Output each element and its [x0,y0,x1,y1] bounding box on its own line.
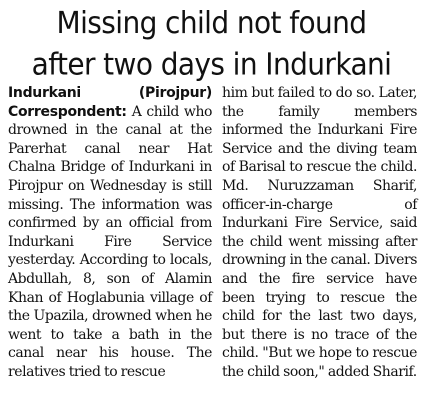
headline-line-1: Missing child not found [56,5,367,41]
dateline: Indurkani (Pirojpur) Correspondent: [8,85,212,120]
article-column-left [8,84,212,382]
lead-paragraph [8,84,212,382]
headline [0,3,423,85]
article-column-right [222,84,417,382]
headline-line-2: after two days in Indurkani [31,46,392,82]
body-text-left: A child who drowned in the canal at the Parerhat canal near Hat Chalna Bridge of Indurkani in Pirojpur on Wednesday is still missing. The information was confirmed by an official from Indurkani Fire Service yesterday. According to locals, Abdullah, 8, son of Alamin Khan of Hoglabunia village of the Upazila, drowned when he went to take a bath in the canal near his house. The relatives tried to rescue [8,103,212,380]
body-text-right: him but failed to do so. Later, the family members informed the Indurkani Fire Service and the diving team of Barisal to rescue the child. Md. Nuruzzaman Sharif, officer-in-charge of Indurkani Fire Service, said the child went missing after drowning in the canal. Divers and the fire service have been trying to rescue the child for the last two days, but there is no trace of the child. "But we hope to rescue the child soon," added Sharif. [222,85,417,380]
